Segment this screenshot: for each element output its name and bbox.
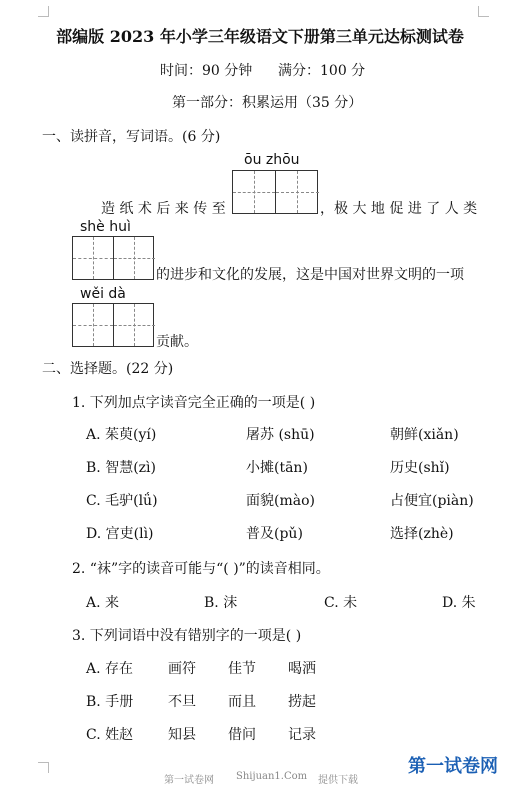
- sentence-text: 的进步和文化的发展，这是中国对世界文明的一项: [156, 267, 464, 283]
- option-text: 朝鲜(xiǎn): [390, 427, 459, 443]
- question-stem: 1. 下列加点字读音完全正确的一项是( ): [72, 395, 316, 411]
- question-stem: 3. 下列词语中没有错别字的一项是( ): [72, 628, 302, 644]
- option-text: 借问: [228, 727, 256, 743]
- option-text: 普及(pǔ): [246, 526, 303, 542]
- option-a[interactable]: A. 来: [86, 595, 120, 611]
- option-text: 小摊(tān): [246, 460, 308, 476]
- writing-grid[interactable]: [72, 303, 154, 347]
- sentence-text: 造 纸 术 后 来 传 至: [101, 201, 226, 217]
- section-heading: 一、读拼音，写词语。(6 分): [42, 129, 221, 145]
- option-c[interactable]: C. 姓赵: [86, 727, 134, 743]
- option-a[interactable]: A. 茱萸(yí): [86, 427, 157, 443]
- sentence-text: ，极 大 地 促 进 了 人 类: [320, 201, 478, 217]
- part-heading: 第一部分：积累运用（35 分）: [172, 95, 363, 111]
- page-title: 部编版 2023 年小学三年级语文下册第三单元达标测试卷: [56, 27, 464, 46]
- section-heading: 二、选择题。(22 分): [42, 361, 174, 377]
- time-label: 时间：90 分钟: [160, 63, 253, 79]
- option-text: 选择(zhè): [390, 526, 454, 542]
- writing-grid[interactable]: [72, 236, 154, 280]
- option-text: 历史(shǐ): [390, 460, 450, 476]
- option-text: 捞起: [288, 694, 316, 710]
- crop-mark: [38, 762, 49, 773]
- crop-mark: [38, 6, 49, 17]
- pinyin: shè huì: [80, 219, 131, 235]
- option-a[interactable]: A. 存在: [86, 661, 134, 677]
- option-c[interactable]: C. 未: [324, 595, 358, 611]
- crop-mark: [478, 6, 489, 17]
- option-text: 喝洒: [288, 661, 316, 677]
- option-b[interactable]: B. 智慧(zì): [86, 460, 156, 476]
- writing-grid[interactable]: [232, 170, 318, 214]
- footer-url[interactable]: Shijuan1.Com: [236, 771, 308, 782]
- pinyin: wěi dà: [80, 286, 126, 302]
- pinyin: ōu zhōu: [244, 152, 300, 168]
- option-c[interactable]: C. 毛驴(lǘ): [86, 493, 158, 509]
- option-b[interactable]: B. 手册: [86, 694, 134, 710]
- footer-site-name: 第一试卷网: [164, 775, 214, 786]
- option-b[interactable]: B. 沫: [204, 595, 238, 611]
- option-text: 不旦: [168, 694, 196, 710]
- option-text: 知县: [168, 727, 196, 743]
- site-logo: 第一试卷网: [408, 756, 498, 777]
- score-label: 满分：100 分: [278, 63, 366, 79]
- option-text: 而且: [228, 694, 256, 710]
- option-text: 面貌(mào): [246, 493, 315, 509]
- footer-note: 提供下载: [318, 775, 358, 786]
- option-d[interactable]: D. 朱: [442, 595, 476, 611]
- sentence-text: 贡献。: [156, 334, 198, 350]
- option-d[interactable]: D. 宫吏(lì): [86, 526, 154, 542]
- option-text: 占便宜(piàn): [390, 493, 474, 509]
- option-text: 屠苏 (shū): [246, 427, 315, 443]
- option-text: 画符: [168, 661, 196, 677]
- option-text: 记录: [288, 727, 316, 743]
- option-text: 佳节: [228, 661, 256, 677]
- question-stem: 2. “袜”字的读音可能与“( )”的读音相同。: [72, 561, 330, 577]
